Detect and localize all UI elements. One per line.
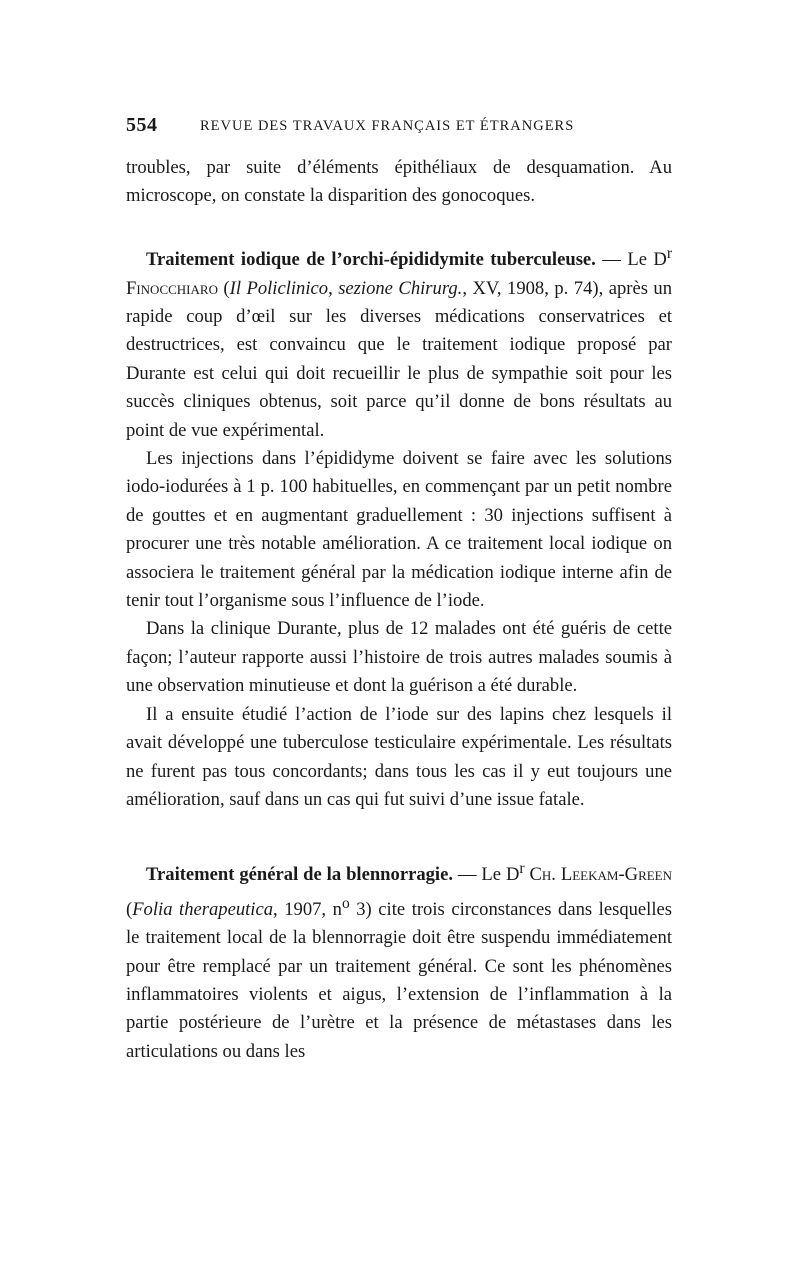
section1-paragraph-1: Traitement iodique de l’orchi-épididymite tuberculeuse. — Le $D^r$ Finocchiaro (Il Policlinico, sezione Chirurg., XV, 1908, p. 74), après un rapide coup d’œil sur les diverses médications conservatrices et destructrices, est convaincu que le traitement iodique proposé par Durante est celui qui doit recueillir le plus de sympathie soit pour les succès cliniques obtenus, soit parce qu’il donne de bons résultats au point de vue expérimental.	[126, 245, 673, 441]
section-orchi-epididymite	[126, 240, 672, 814]
intro-paragraph: troubles, par suite d’éléments épithéliaux de desquamation. Au microscope, on constate la disparition des gonocoques.	[126, 157, 672, 207]
section1-author: Finocchiaro	[126, 277, 218, 299]
page-number: 554	[126, 114, 158, 136]
section1-paragraph-4: Il a ensuite étudié l’action de l’iode sur des lapins chez lesquels il avait développé une tuberculose testiculaire expérimentale. Les résultats ne furent pas tous concordants; dans tous les cas il y eut toujours une amélioration, sauf dans un cas qui fut suivi d’une issue fatale.	[126, 703, 672, 810]
section2-heading: Traitement général de la blennorragie.	[146, 864, 453, 886]
section-blennorragie	[126, 855, 672, 1066]
section1-paragraph-3: Dans la clinique Durante, plus de 12 malades ont été guéris de cette façon; l’auteur rapporte aussi l’histoire de trois autres malades soumis à une observation minutieuse et dont la guérison a été durable.	[126, 618, 672, 697]
section1-journal: Il Policlinico, sezione Chirurg.	[229, 277, 463, 299]
section1-paragraph-2: Les injections dans l’épididyme doivent se faire avec les solutions iodo-iodurées à 1 p. 100 habituelles, en commençant par un petit nombre de gouttes et en augmentant graduellement : 30 injections suffisent à procurer une très notable amélioration. A ce traitement local iodique on associera le traitement général par la médication iodique interne afin de tenir tout l’organisme sous l’influence de l’iode.	[126, 448, 672, 612]
section2-paragraph-1: Traitement général de la blennorragie. — Le $D^r$ Ch. Leekam-Green (Folia therapeutica, 1907, $n^o$ 3) cite trois circonstances dans lesquelles le traitement local de la blennorragie doit être suspendu immédiatement pour être remplacé par un traitement général. Ce sont les phénomènes inflammatoires violents et aigus, l’extension de l’inflammation à la partie postérieure de l’urètre et la présence de métastases dans les articulations ou dans les	[126, 860, 673, 1062]
intro-text	[126, 154, 672, 211]
section2-author: Ch. Leekam-Green	[524, 864, 673, 886]
journal-title: REVUE DES TRAVAUX FRANÇAIS ET ÉTRANGERS	[200, 118, 575, 134]
section1-heading: Traitement iodique de l’orchi-épididymite tuberculeuse.	[146, 249, 596, 271]
section2-journal: Folia therapeutica	[132, 898, 274, 920]
